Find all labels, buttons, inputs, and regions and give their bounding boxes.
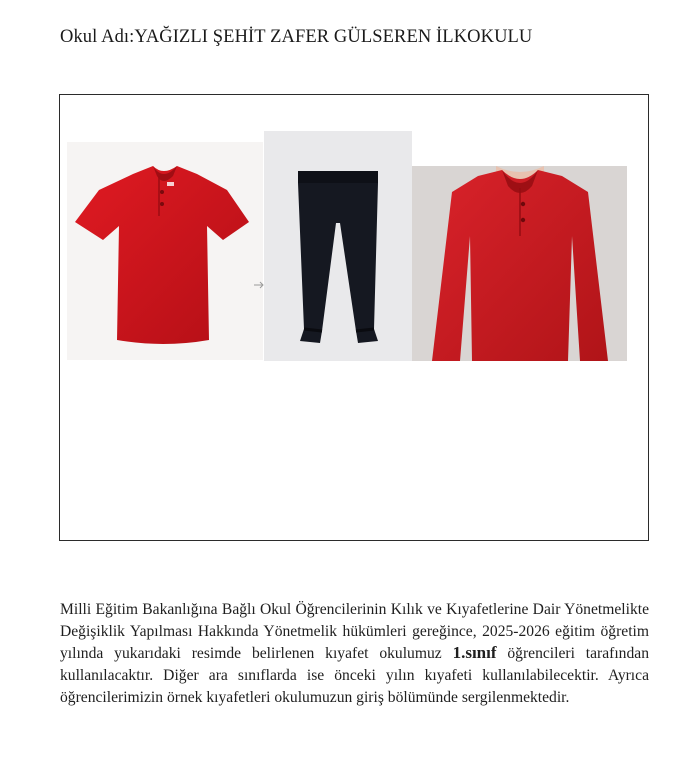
school-label: Okul Adı:: [60, 27, 135, 47]
short-sleeve-polo-photo: [67, 142, 263, 360]
navy-sweatpants-photo: [264, 131, 412, 361]
school-name: YAĞIZLI ŞEHİT ZAFER GÜLSEREN İLKOKULU: [134, 27, 533, 47]
paragraph-text-1: Milli Eğitim Bakanlığına Bağlı Okul Öğrencilerinin Kılık ve Kıyafetlerine Dair Yönetmelikte Değişiklik Yapılması Hakkında Yönetmelik hükümleri gereğince, 2025-2026 eğitim öğretim yılında yukarıdaki resimde belirlenen kıyafet okulumuz: [60, 601, 649, 663]
uniform-image-frame: [59, 94, 649, 541]
uniform-announcement-paragraph: [60, 599, 649, 709]
school-name-line: [60, 27, 532, 48]
long-sleeve-polo-photo: [412, 166, 627, 361]
grade-highlight: 1.sınıf: [452, 643, 497, 663]
paragraph-text-2: öğrencileri tarafından kullanılacaktır. Diğer ara sınıflarda ise önceki yılın kıyafeti kullanılabilecektir. Ayrıca öğrencilerimizin örnek kıyafetleri okulumuzun giriş bölümünde sergilenmektedir.: [60, 645, 649, 706]
